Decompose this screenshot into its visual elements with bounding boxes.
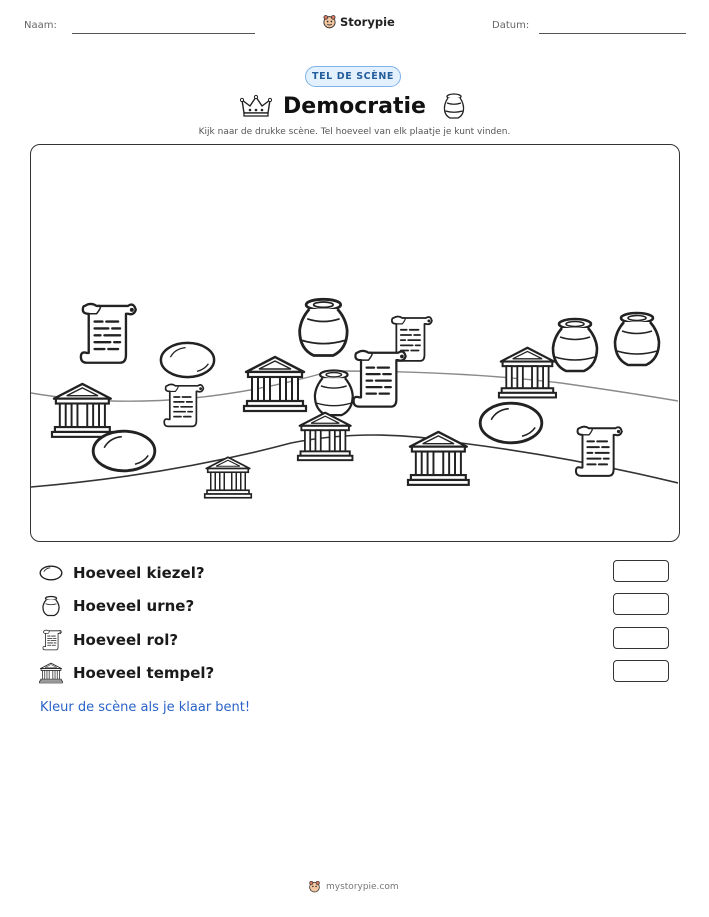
footer-url[interactable]: mystorypie.com (326, 881, 399, 892)
temple-1 (244, 357, 306, 411)
temple-3 (52, 384, 113, 437)
instructions: Kijk naar de drukke scène. Tel hoeveel van elk plaatje je kunt vinden. (198, 127, 511, 137)
page-title: Democratie (283, 94, 426, 119)
scroll-icon (41, 629, 62, 651)
activity-badge: TEL DE SCÈNE (305, 66, 401, 87)
pebble-1 (161, 343, 214, 377)
scroll-4 (164, 384, 203, 426)
temple-6 (205, 457, 252, 498)
coloring-note: Kleur de scène als je klaar bent! (40, 700, 251, 715)
storypie-mascot-icon (322, 14, 337, 29)
question-temple (38, 661, 214, 685)
date-line[interactable] (539, 33, 686, 34)
brand-logo (322, 14, 395, 29)
scene-illustration (31, 145, 678, 540)
question-urn (38, 594, 194, 618)
urn-icon (439, 92, 469, 122)
temple-4 (298, 413, 353, 461)
name-line[interactable] (72, 33, 255, 34)
answer-box-pebble[interactable] (613, 560, 669, 582)
scene-frame[interactable] (30, 144, 680, 542)
urn-4 (615, 313, 659, 365)
urn-icon (40, 595, 62, 617)
question-label: Hoeveel kiezel? (73, 564, 205, 582)
pebble-icon (39, 564, 63, 582)
question-label: Hoeveel rol? (73, 631, 179, 649)
question-scroll (38, 628, 178, 652)
date-label: Datum: (492, 20, 530, 31)
storypie-mascot-icon (308, 880, 321, 893)
name-label: Naam: (24, 20, 57, 31)
answer-box-scroll[interactable] (613, 627, 669, 649)
question-label: Hoeveel urne? (73, 597, 195, 615)
pebble-2 (480, 403, 542, 443)
answer-box-temple[interactable] (613, 660, 669, 682)
temple-2 (499, 348, 556, 398)
temple-5 (408, 432, 469, 485)
urn-1 (300, 299, 348, 355)
urn-2 (315, 370, 353, 415)
scroll-1 (81, 304, 136, 363)
question-pebble (38, 561, 205, 585)
brand-name: Storypie (340, 14, 395, 29)
scene-objects (52, 299, 659, 497)
scroll-3 (354, 351, 406, 407)
urn-3 (553, 319, 597, 371)
question-label: Hoeveel tempel? (73, 664, 215, 682)
footer (308, 880, 399, 893)
pebble-3 (93, 431, 155, 471)
answer-box-urn[interactable] (613, 593, 669, 615)
temple-icon (39, 662, 63, 684)
